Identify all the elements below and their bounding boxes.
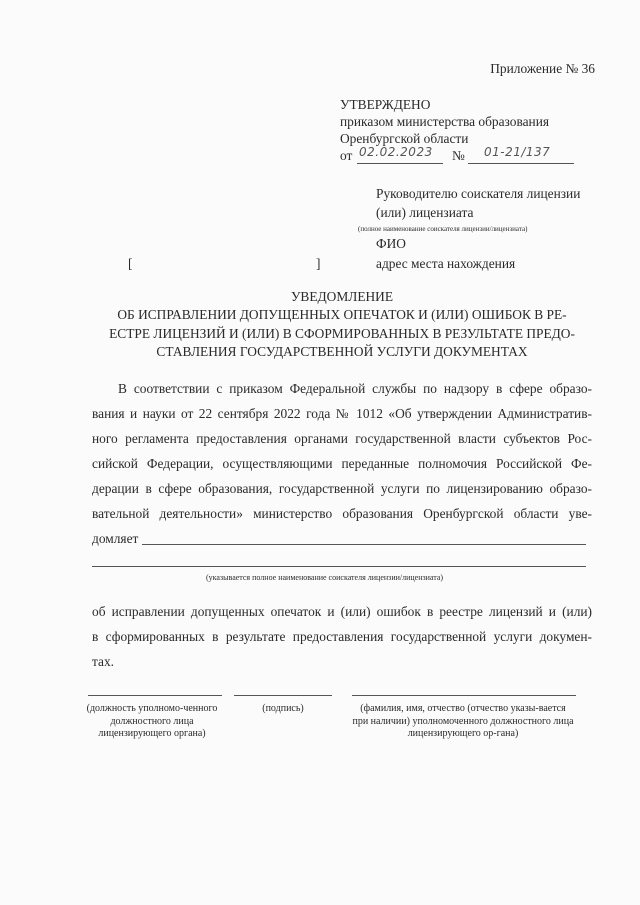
body-line-7: об исправлении допущенных опечаток и (или) ошибок в реестре лицензий и (или) — [92, 604, 592, 619]
addressee-fio: ФИО — [376, 236, 406, 251]
addressee-line-2: (или) лицензиата — [376, 205, 474, 220]
approval-date-prefix: от — [340, 148, 353, 163]
approval-date-value: 02.02.2023 — [359, 145, 433, 159]
approval-number-prefix: № — [452, 148, 465, 163]
body-line-4: сийской Федерации, осуществляющими переданные полномочия Российской Фе- — [92, 456, 592, 471]
body-line-8: в сформированных в результате предоставления государственной услуги докумен- — [92, 629, 592, 644]
approval-title: УТВЕРЖДЕНО — [340, 97, 431, 112]
heading-line-2: ОБ ИСПРАВЛЕНИИ ДОПУЩЕННЫХ ОПЕЧАТОК И (ИЛИ) ОШИБОК В РЕ- — [117, 307, 567, 322]
body-line-2: вания и науки от 22 сентября 2022 года № 1012 «Об утверждении Административ- — [92, 406, 592, 421]
addressee-address: адрес места нахождения — [376, 256, 516, 271]
addressee-note: (полное наименование соискателя лицензии/лицензиата) — [358, 225, 528, 233]
body-line-9: тах. — [92, 654, 115, 669]
heading-line-4: СТАВЛЕНИЯ ГОСУДАРСТВЕННОЙ УСЛУГИ ДОКУМЕНТАХ — [156, 344, 528, 359]
signature-position-line[interactable] — [88, 695, 222, 696]
fill-line-2[interactable] — [92, 566, 586, 567]
body-line-1: В соответствии с приказом Федеральной службы по надзору в сфере образо- — [118, 381, 592, 396]
approval-date-line — [357, 163, 443, 164]
bracket-close: ] — [316, 256, 321, 271]
approval-number-line — [468, 163, 574, 164]
approval-line-1: приказом министерства образования — [340, 114, 550, 129]
notifies-word: домляет — [92, 531, 139, 546]
appendix-label: Приложение № 36 — [490, 61, 595, 76]
addressee-line-1: Руководителю соискателя лицензии — [376, 186, 581, 201]
signature-name-caption: (фамилия, имя, отчество (отчество указы-вается при наличии) уполномоченного должностного лица лицензирующего ор-гана) — [352, 703, 574, 739]
body-line-5: дерации в сфере образования, государственной услуги по лицензированию образо- — [92, 481, 592, 496]
bracket-open: [ — [128, 256, 133, 271]
signature-position-caption: (должность уполномо-ченного должностного лица лицензирующего органа) — [86, 703, 218, 739]
approval-line-2: Оренбургской области — [340, 131, 469, 146]
heading-line-1: УВЕДОМЛЕНИЕ — [290, 289, 394, 304]
fill-note: (указывается полное наименование соискателя лицензии/лицензиата) — [206, 573, 444, 582]
heading-line-3: ЕСТРЕ ЛИЦЕНЗИЙ И (ИЛИ) В СФОРМИРОВАННЫХ В РЕЗУЛЬТАТЕ ПРЕДО- — [109, 326, 575, 341]
fill-line-1[interactable] — [142, 544, 586, 545]
approval-number-value: 01-21/137 — [484, 145, 551, 159]
signature-name-line[interactable] — [352, 695, 576, 696]
signature-caption: (подпись) — [262, 703, 304, 714]
body-line-6: вательной деятельности» министерство образования Оренбургской области уве- — [92, 506, 592, 521]
body-line-3: ного регламента предоставления органами государственной власти субъектов Рос- — [92, 431, 592, 446]
signature-line[interactable] — [234, 695, 332, 696]
